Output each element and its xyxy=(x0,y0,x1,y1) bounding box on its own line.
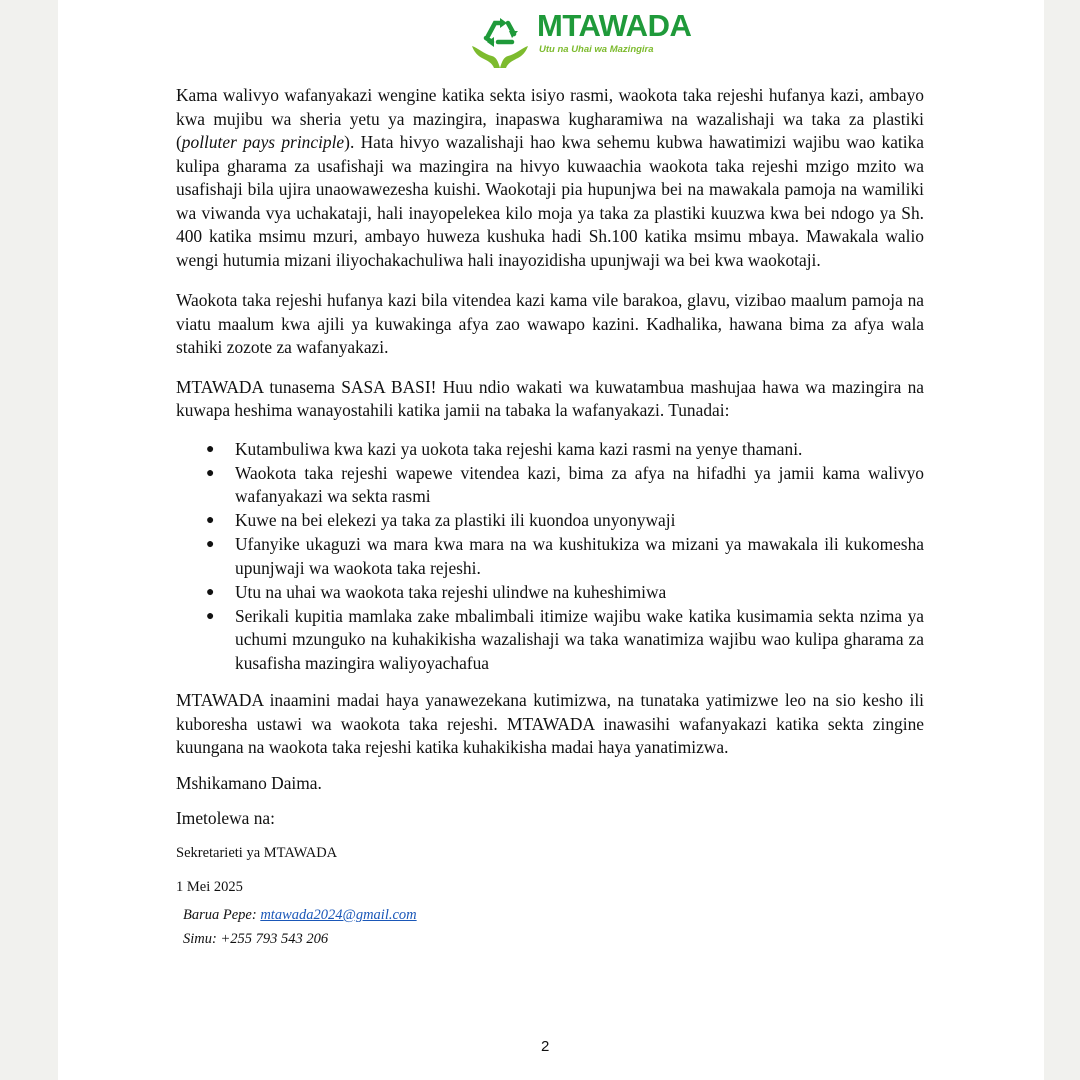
para1-text-b: ). Hata hivyo wazalishaji hao kwa sehemu kubwa hawatimizi wajibu wao katika kulipa gharama za usafishaji wa mazingira na hivyo kuwaachia waokota taka rejeshi mzigo mzito wa usafishaji bila ujira unaowawezesha kuishi. Waokotaji pia hupunjwa bei na mawakala pamoja na wamiliki wa viwanda vya uchakataji, hali inayopelekea kilo moja ya taka za plastiki kuuzwa kwa bei ndogo ya Sh. 400 katika msimu mzuri, ambayo huweza kushuka hadi Sh.100 katika msimu mbaya. Mawakala walio wengi hutumia mizani iliyochakachuliwa hali inayozidisha upunjwaji wa bei kwa waokotaji. xyxy=(176,132,924,270)
list-item xyxy=(176,533,924,580)
email-label: Barua Pepe: xyxy=(183,907,257,923)
document-date: 1 Mei 2025 xyxy=(176,879,243,895)
contact-email-line xyxy=(176,903,924,927)
demand-text: Serikali kupitia mamlaka zake mbalimbali itimize wajibu wake katika kusimamia sekta nzima ya uchumi mzunguko na kuhakikisha wazalishaji wa taka wanatimiza wajibu wao kulipa gharama za kusafisha mazingira waliyoyachafua xyxy=(235,605,924,673)
bullet-icon: ● xyxy=(206,465,215,481)
polluter-pays-term: polluter pays principle xyxy=(181,132,345,152)
list-item xyxy=(176,438,924,462)
para1-text-a: Kama walivyo wafanyakazi wengine katika sekta isiyo rasmi, waokota taka rejeshi hufanya kazi, ambayo kwa mujibu wa sheria yetu ya mazingira, inapaswa kugharamiwa na wazalishaji wa taka za plastiki ( xyxy=(176,85,924,152)
demands-list xyxy=(176,438,924,676)
demand-text: Waokota taka rejeshi wapewe vitendea kazi, bima za afya na hifadhi ya jamii kama walivyo wafanyakazi wa sekta rasmi xyxy=(235,462,924,506)
document-body xyxy=(176,84,924,951)
demand-text: Utu na uhai wa waokota taka rejeshi ulindwe na kuheshimiwa xyxy=(235,581,667,602)
email-link[interactable]: mtawada2024@gmail.com xyxy=(260,907,417,923)
secretariat-name: Sekretarieti ya MTAWADA xyxy=(176,844,338,861)
list-item xyxy=(176,509,924,533)
bullet-icon: ● xyxy=(206,608,215,624)
paragraph-intro xyxy=(176,84,924,272)
phone-number: +255 793 543 206 xyxy=(220,931,329,947)
issued-by-label: Imetolewa na: xyxy=(176,808,275,828)
paragraph-sasa-basi: MTAWADA tunasema SASA BASI! Huu ndio wakati wa kuwatambua mashujaa hawa wa mazingira na kuwapa heshima wanayostahili katika jamii na tabaka la wafanyakazi. Tunadai: xyxy=(176,376,924,420)
list-item xyxy=(176,462,924,509)
demand-text: Kutambuliwa kwa kazi ya uokota taka rejeshi kama kazi rasmi na yenye thamani. xyxy=(235,438,803,459)
page-number: 2 xyxy=(541,1038,550,1055)
paragraph-conclusion: MTAWADA inaamini madai haya yanawezekana kutimizwa, na tunataka yatimizwe leo na sio kesho ili kuboresha ustawi wa waokota taka rejeshi. MTAWADA inawasihi wafanyakazi katika sekta zingine kuungana na waokota taka rejeshi katika kuhakikisha madai haya yanatimizwa. xyxy=(176,690,924,757)
bullet-icon: ● xyxy=(206,513,215,528)
logo-name: MTAWADA xyxy=(537,8,692,43)
bullet-icon: ● xyxy=(206,537,215,552)
contact-phone-line xyxy=(176,927,924,951)
list-item xyxy=(176,581,924,605)
demand-text: Kuwe na bei elekezi ya taka za plastiki ili kuondoa unyonywaji xyxy=(235,510,676,530)
bullet-icon: ● xyxy=(206,441,215,457)
paragraph-equipment: Waokota taka rejeshi hufanya kazi bila vitendea kazi kama vile barakoa, glavu, vizibao maalum pamoja na viatu maalum kwa ajili ya kuwakinga afya zao wawapo kazini. Kadhalika, hawana bima za afya wala stahiki zozote za wafanyakazi. xyxy=(176,290,924,357)
list-item xyxy=(176,605,924,676)
bullet-icon: ● xyxy=(206,584,215,600)
logo-tagline: Utu na Uhai wa Mazingira xyxy=(539,44,654,55)
closing-line: Mshikamano Daima. xyxy=(176,772,322,793)
phone-label: Simu: xyxy=(183,931,217,947)
demand-text: Ufanyike ukaguzi wa mara kwa mara na wa kushitukiza wa mizani ya mawakala ili kukomesha upunjwaji wa waokota taka rejeshi. xyxy=(235,534,924,578)
hands-icon xyxy=(472,46,528,68)
